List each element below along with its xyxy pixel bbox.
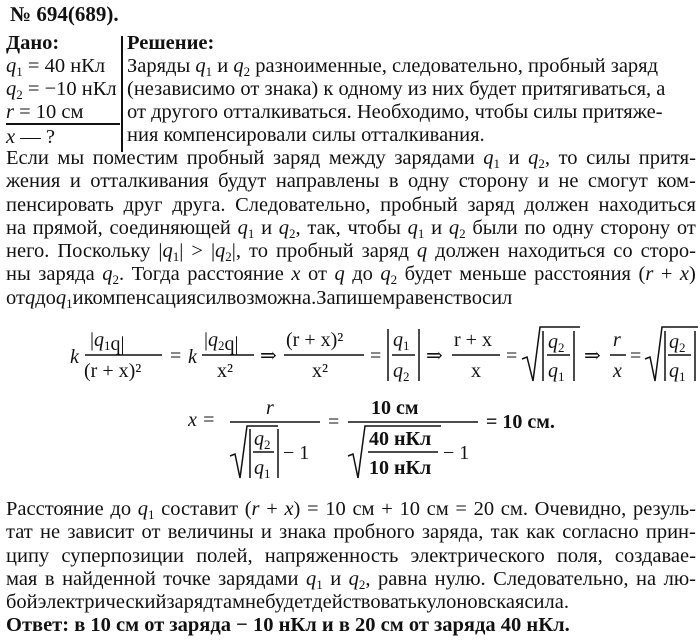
frac-num: 10 см	[371, 397, 419, 419]
eq-sign: =	[506, 345, 518, 367]
frac-den: x	[471, 360, 481, 382]
frac-num: r	[266, 397, 274, 419]
coef-k: k	[188, 346, 197, 368]
minus-one: − 1	[443, 442, 470, 464]
frac-num: r + x	[454, 329, 492, 351]
text-line: мая в найденной точке зарядами $q_1$ и $q_2$, равна нулю. Следовательно, на лю-	[6, 567, 696, 592]
implies-arrow: ⇒	[426, 345, 443, 367]
frac-den: $q_2$	[393, 360, 410, 384]
solution-line: ния компенсировали силы отталкивания.	[127, 124, 485, 146]
text-line: ны заряда $q_2$. Тогда расстояние x от q до $q_2$ будет меньше расстояния (r + x)	[6, 263, 696, 288]
text-line: бой электрический заряд там не будет действовать кулоновская сила.	[6, 591, 569, 614]
frac-den: $q_1$	[548, 360, 565, 384]
sqrt-num: 40 нКл	[369, 428, 432, 450]
paragraph-conclusion	[6, 497, 696, 613]
text-line: пенсировать друг друга. Следовательно, пробный заряд должен находиться	[6, 193, 696, 216]
given-q2: $q_2 = -10$ нКл	[6, 78, 117, 102]
given-divider	[121, 36, 123, 152]
minus-one: − 1	[283, 442, 310, 464]
problem-number: № 694(689).	[10, 2, 119, 26]
sqrt-den: $q_1$	[254, 457, 271, 480]
frac-num: $|q_2q|$	[204, 329, 239, 355]
eq-sign: =	[370, 345, 382, 367]
frac-den: x	[613, 360, 622, 382]
solution-header: Решение:	[127, 32, 215, 54]
frac-den: x²	[312, 360, 328, 382]
text-line: тат не зависит от величины и знака пробного заряда, так как согласно прин-	[6, 521, 696, 544]
force-equality-formula	[70, 325, 700, 387]
frac-num: r	[613, 329, 621, 351]
frac-den: $q_1$	[669, 360, 686, 384]
eq-sign: =	[328, 411, 340, 433]
text-line: Расстояние до $q_1$ составит (r + x) = 10 см + 10 см = 20 см. Очевидно, резуль-	[6, 498, 696, 522]
text-line: жения и отталкивания будут направлены в одну сторону и не смогут ком-	[6, 170, 696, 193]
sqrt-den: 10 нКл	[369, 457, 432, 479]
text-line: него. Поскольку $|q_1|$ > $|q_2|$, то пробный заряд q должен находиться со сторо-	[6, 240, 696, 265]
implies-arrow: ⇒	[260, 345, 277, 367]
frac-num: (r + x)²	[286, 329, 344, 351]
solution-line: (независимо от знака) к одному из них будет притягиваться, а	[127, 78, 666, 100]
eq-sign: =	[630, 345, 642, 367]
answer-line: Ответ: в 10 см от заряда − 10 нКл и в 20 см от заряда 40 нКл.	[6, 614, 570, 636]
text-line: Если мы поместим пробный заряд между зарядами $q_1$ и $q_2$, то силы притя-	[6, 147, 696, 171]
given-block	[6, 31, 120, 148]
text-line: ципу суперпозиции полей, напряженность электрического поля, создавае-	[6, 544, 696, 567]
eq-sign: =	[170, 345, 182, 367]
result: = 10 см.	[486, 411, 555, 433]
solution-line: Заряды $q_1$ и $q_2$ разноименные, следовательно, пробный заряд	[127, 55, 659, 79]
given-q1: $q_1 = 40$ нКл	[6, 55, 106, 79]
given-find: x — ?	[6, 126, 55, 148]
paragraph-reasoning	[6, 146, 696, 309]
text-line: на прямой, соединяющей $q_1$ и $q_2$, так, чтобы $q_1$ и $q_2$ были по одну сторону от	[6, 216, 696, 241]
implies-arrow: ⇒	[584, 345, 601, 367]
given-r: r = 10 см	[6, 100, 120, 125]
frac-num: $q_2$	[669, 331, 686, 355]
coef-k: k	[70, 346, 79, 368]
lhs-x: x =	[188, 409, 216, 431]
frac-num: $q_1$	[393, 329, 410, 353]
frac-num: $q_2$	[548, 331, 565, 355]
frac-num: $|q_1q|$	[90, 329, 125, 355]
frac-den: x²	[217, 360, 233, 382]
solution-line: от другого отталкиваться. Необходимо, чтобы силы притяже-	[127, 101, 663, 123]
sqrt-num: $q_2$	[254, 428, 271, 452]
frac-den: (r + x)²	[84, 360, 142, 382]
solution-block	[127, 31, 695, 146]
text-line: от q до $q_1$ и компенсация сил возможна. Запишем равенство сил	[6, 286, 513, 311]
given-header: Дано:	[6, 32, 60, 54]
solution-formula	[188, 392, 608, 480]
